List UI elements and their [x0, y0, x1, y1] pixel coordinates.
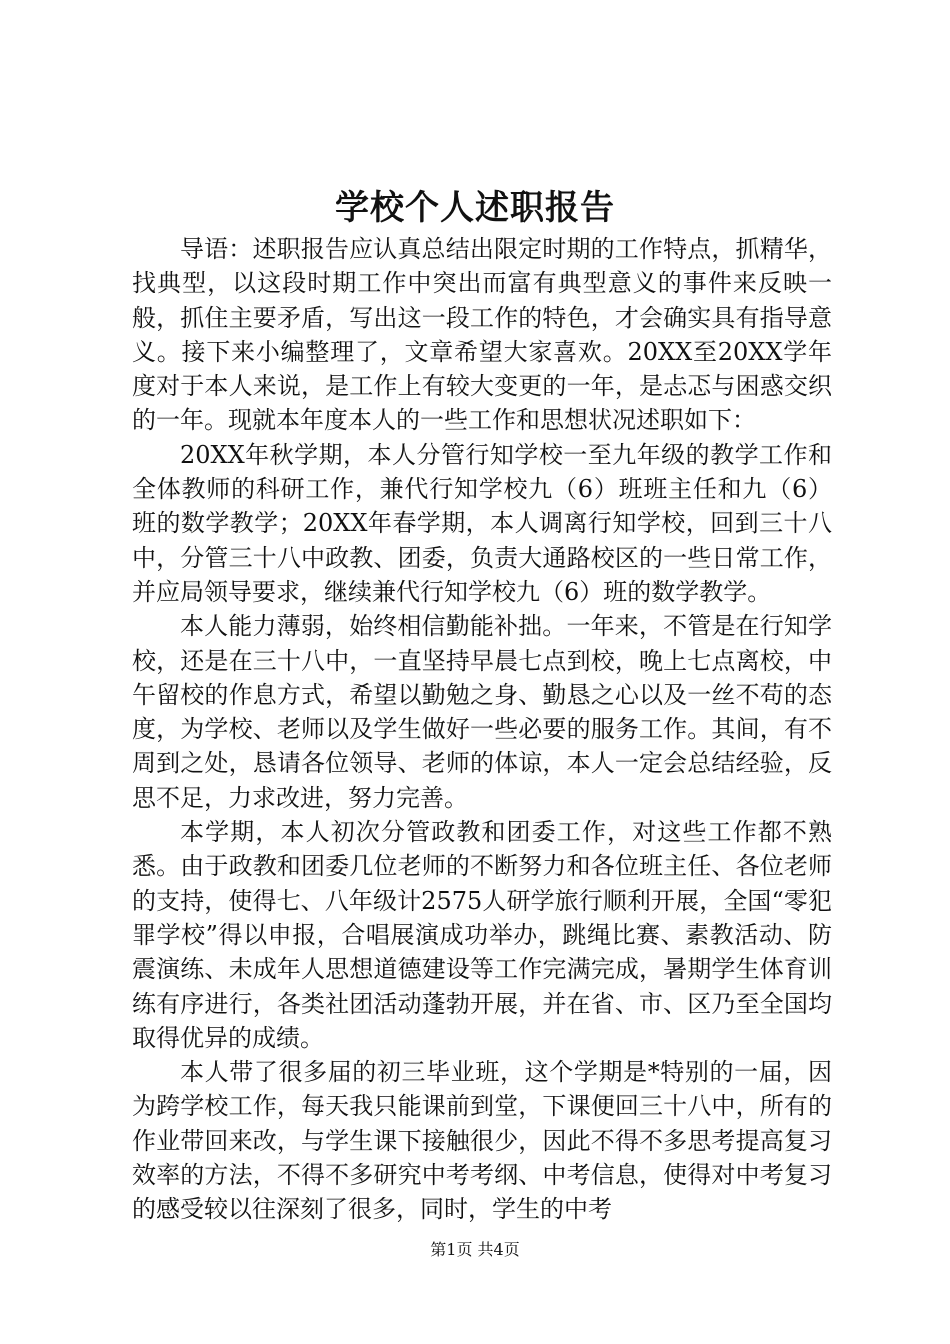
- document-title: 学校个人述职报告: [335, 188, 615, 228]
- paragraph-work-assignment: 20XX年秋学期，本人分管行知学校一至九年级的教学工作和全体教师的科研工作，兼代行知学校九（6）班班主任和九（6）班的数学教学；20XX年春学期，本人调离行知学校，回到三十八中，分管三十八中政教、团委，负责大通路校区的一些日常工作，并应局领导要求，继续兼代行知学校九（6）班的数学教学。: [132, 440, 832, 606]
- paragraph-intro: 导语：述职报告应认真总结出限定时期的工作特点，抓精华，找典型，以这段时期工作中突出而富有典型意义的事件来反映一般，抓住主要矛盾，写出这一段工作的特色，才会确实具有指导意义。接下来小编整理了，文章希望大家喜欢。20XX至20XX学年度对于本人来说，是工作上有较大变更的一年，是忐忑与困惑交织的一年。现就本年度本人的一些工作和思想状况述职如下：: [132, 235, 832, 435]
- document-body: [132, 232, 832, 1227]
- paragraph-graduating-class: 本人带了很多届的初三毕业班，这个学期是*特别的一届，因为跨学校工作，每天我只能课前到堂，下课便回三十八中，所有的作业带回来改，与学生课下接触很少，因此不得不多思考提高复习效率的方法，不得不多研究中考考纲、中考信息，使得对中考复习的感受较以往深刻了很多，同时，学生的中考: [132, 1058, 832, 1224]
- page-number-footer: 第1页 共4页: [430, 1240, 520, 1259]
- paragraph-political-work: 本学期，本人初次分管政教和团委工作，对这些工作都不熟悉。由于政教和团委几位老师的不断努力和各位班主任、各位老师的支持，使得七、八年级计2575人研学旅行顺利开展，全国“零犯罪学校”得以申报，合唱展演成功举办，跳绳比赛、素教活动、防震演练、未成年人思想道德建设等工作完满完成，暑期学生体育训练有序进行，各类社团活动蓬勃开展，并在省、市、区乃至全国均取得优异的成绩。: [132, 818, 832, 1052]
- paragraph-work-attitude: 本人能力薄弱，始终相信勤能补拙。一年来，不管是在行知学校，还是在三十八中，一直坚持早晨七点到校，晚上七点离校，中午留校的作息方式，希望以勤勉之身、勤恳之心以及一丝不苟的态度，为学校、老师以及学生做好一些必要的服务工作。其间，有不周到之处，恳请各位领导、老师的体谅，本人一定会总结经验，反思不足，力求改进，努力完善。: [132, 612, 832, 812]
